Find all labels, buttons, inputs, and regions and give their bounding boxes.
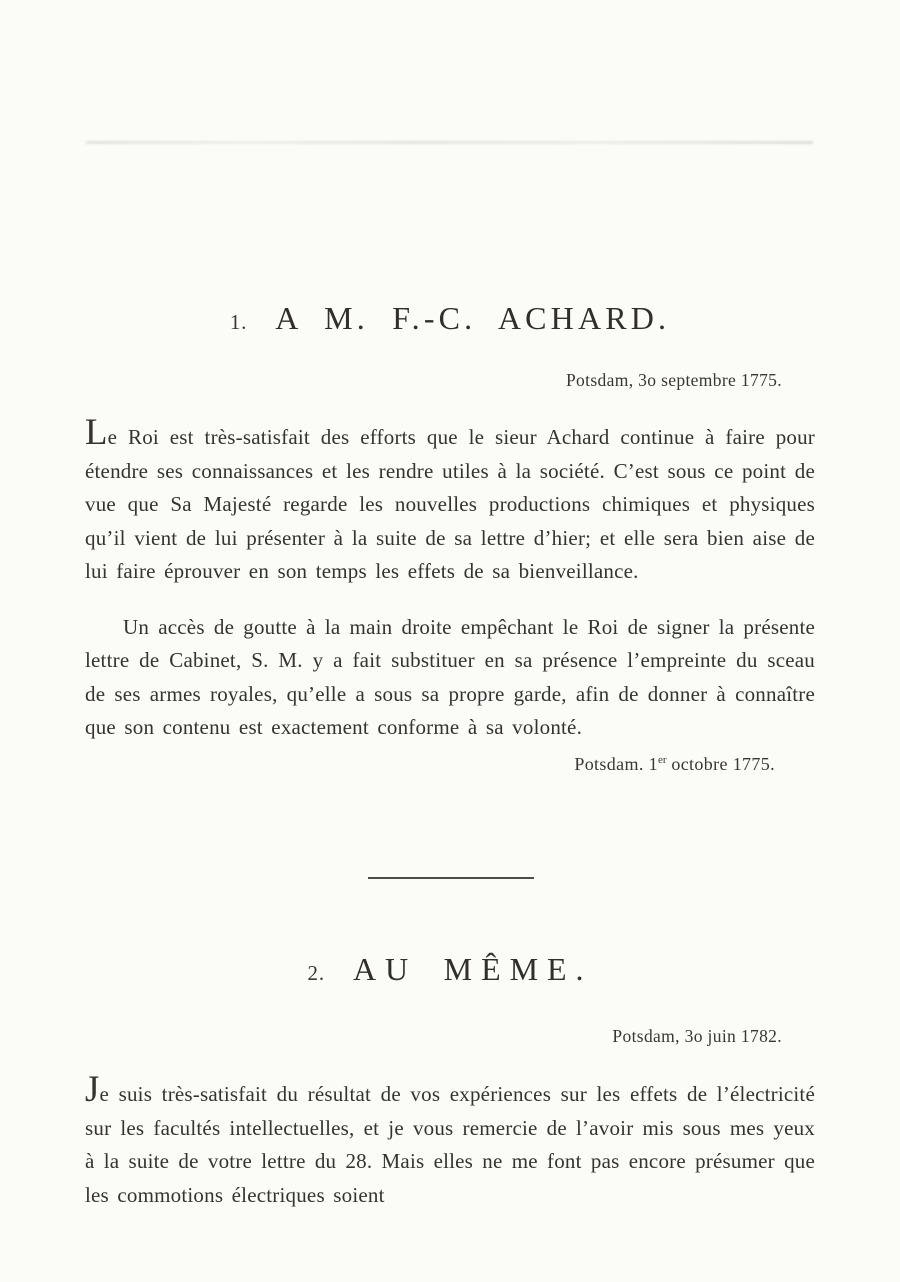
letter-1-dateline: Potsdam, 3o septembre 1775. — [565, 370, 782, 390]
letter-1-paragraph-1: Le Roi est très-satisfait des efforts que le sieur Achard continue à faire pour étendre ses connaissances et les rendre utiles à la société. C’est sous ce point de vue que Sa Majesté regarde les nouvelles productions chimiques et physiques qu’il vient de lui présenter à la suite de sa lettre d’hier; et elle sera bien aise de lui faire éprouver en son temps les effets de sa bienveillance. — [85, 411, 815, 583]
closing-dateline-post: octobre 1775. — [666, 753, 775, 774]
letter-2-body — [85, 1068, 815, 1212]
letter-2-heading — [85, 951, 815, 988]
letter-2-number: 2. — [307, 961, 325, 985]
letter-2-dateline: Potsdam, 3o juin 1782. — [612, 1026, 782, 1046]
letter-1-paragraph-2: Un accès de goutte à la main droite empêchant le Roi de signer la présente lettre de Cabinet, S. M. y a fait substituer en sa présence l’empreinte du sceau de ses armes royales, qu’elle a sous sa propre garde, afin de donner à connaître que son contenu est exactement conforme à sa volonté. — [85, 614, 815, 739]
letter-2-paragraph-1: Je suis très-satisfait du résultat de vos expériences sur les effets de l’électricité sur les facultés intellectuelles, et je vous remercie de l’avoir mis sous mes yeux à la suite de votre lettre du 28. Mais elles ne me font pas encore présumer que les commotions électriques soient — [85, 1068, 815, 1207]
letter-1-title-text: A M. F.-C. ACHARD. — [275, 300, 671, 336]
closing-dateline-pre: Potsdam. 1 — [574, 753, 658, 774]
closing-dateline-superscript: er — [657, 753, 667, 766]
section-divider-rule — [368, 877, 534, 879]
scan-artifact-rule — [86, 141, 813, 144]
letter-1-body — [85, 411, 815, 776]
letter-1-number: 1. — [229, 310, 248, 334]
letter-1-closing-dateline — [85, 748, 815, 776]
letter-1-heading — [85, 300, 815, 337]
letter-2-title-text: AU MÊME. — [352, 951, 593, 987]
